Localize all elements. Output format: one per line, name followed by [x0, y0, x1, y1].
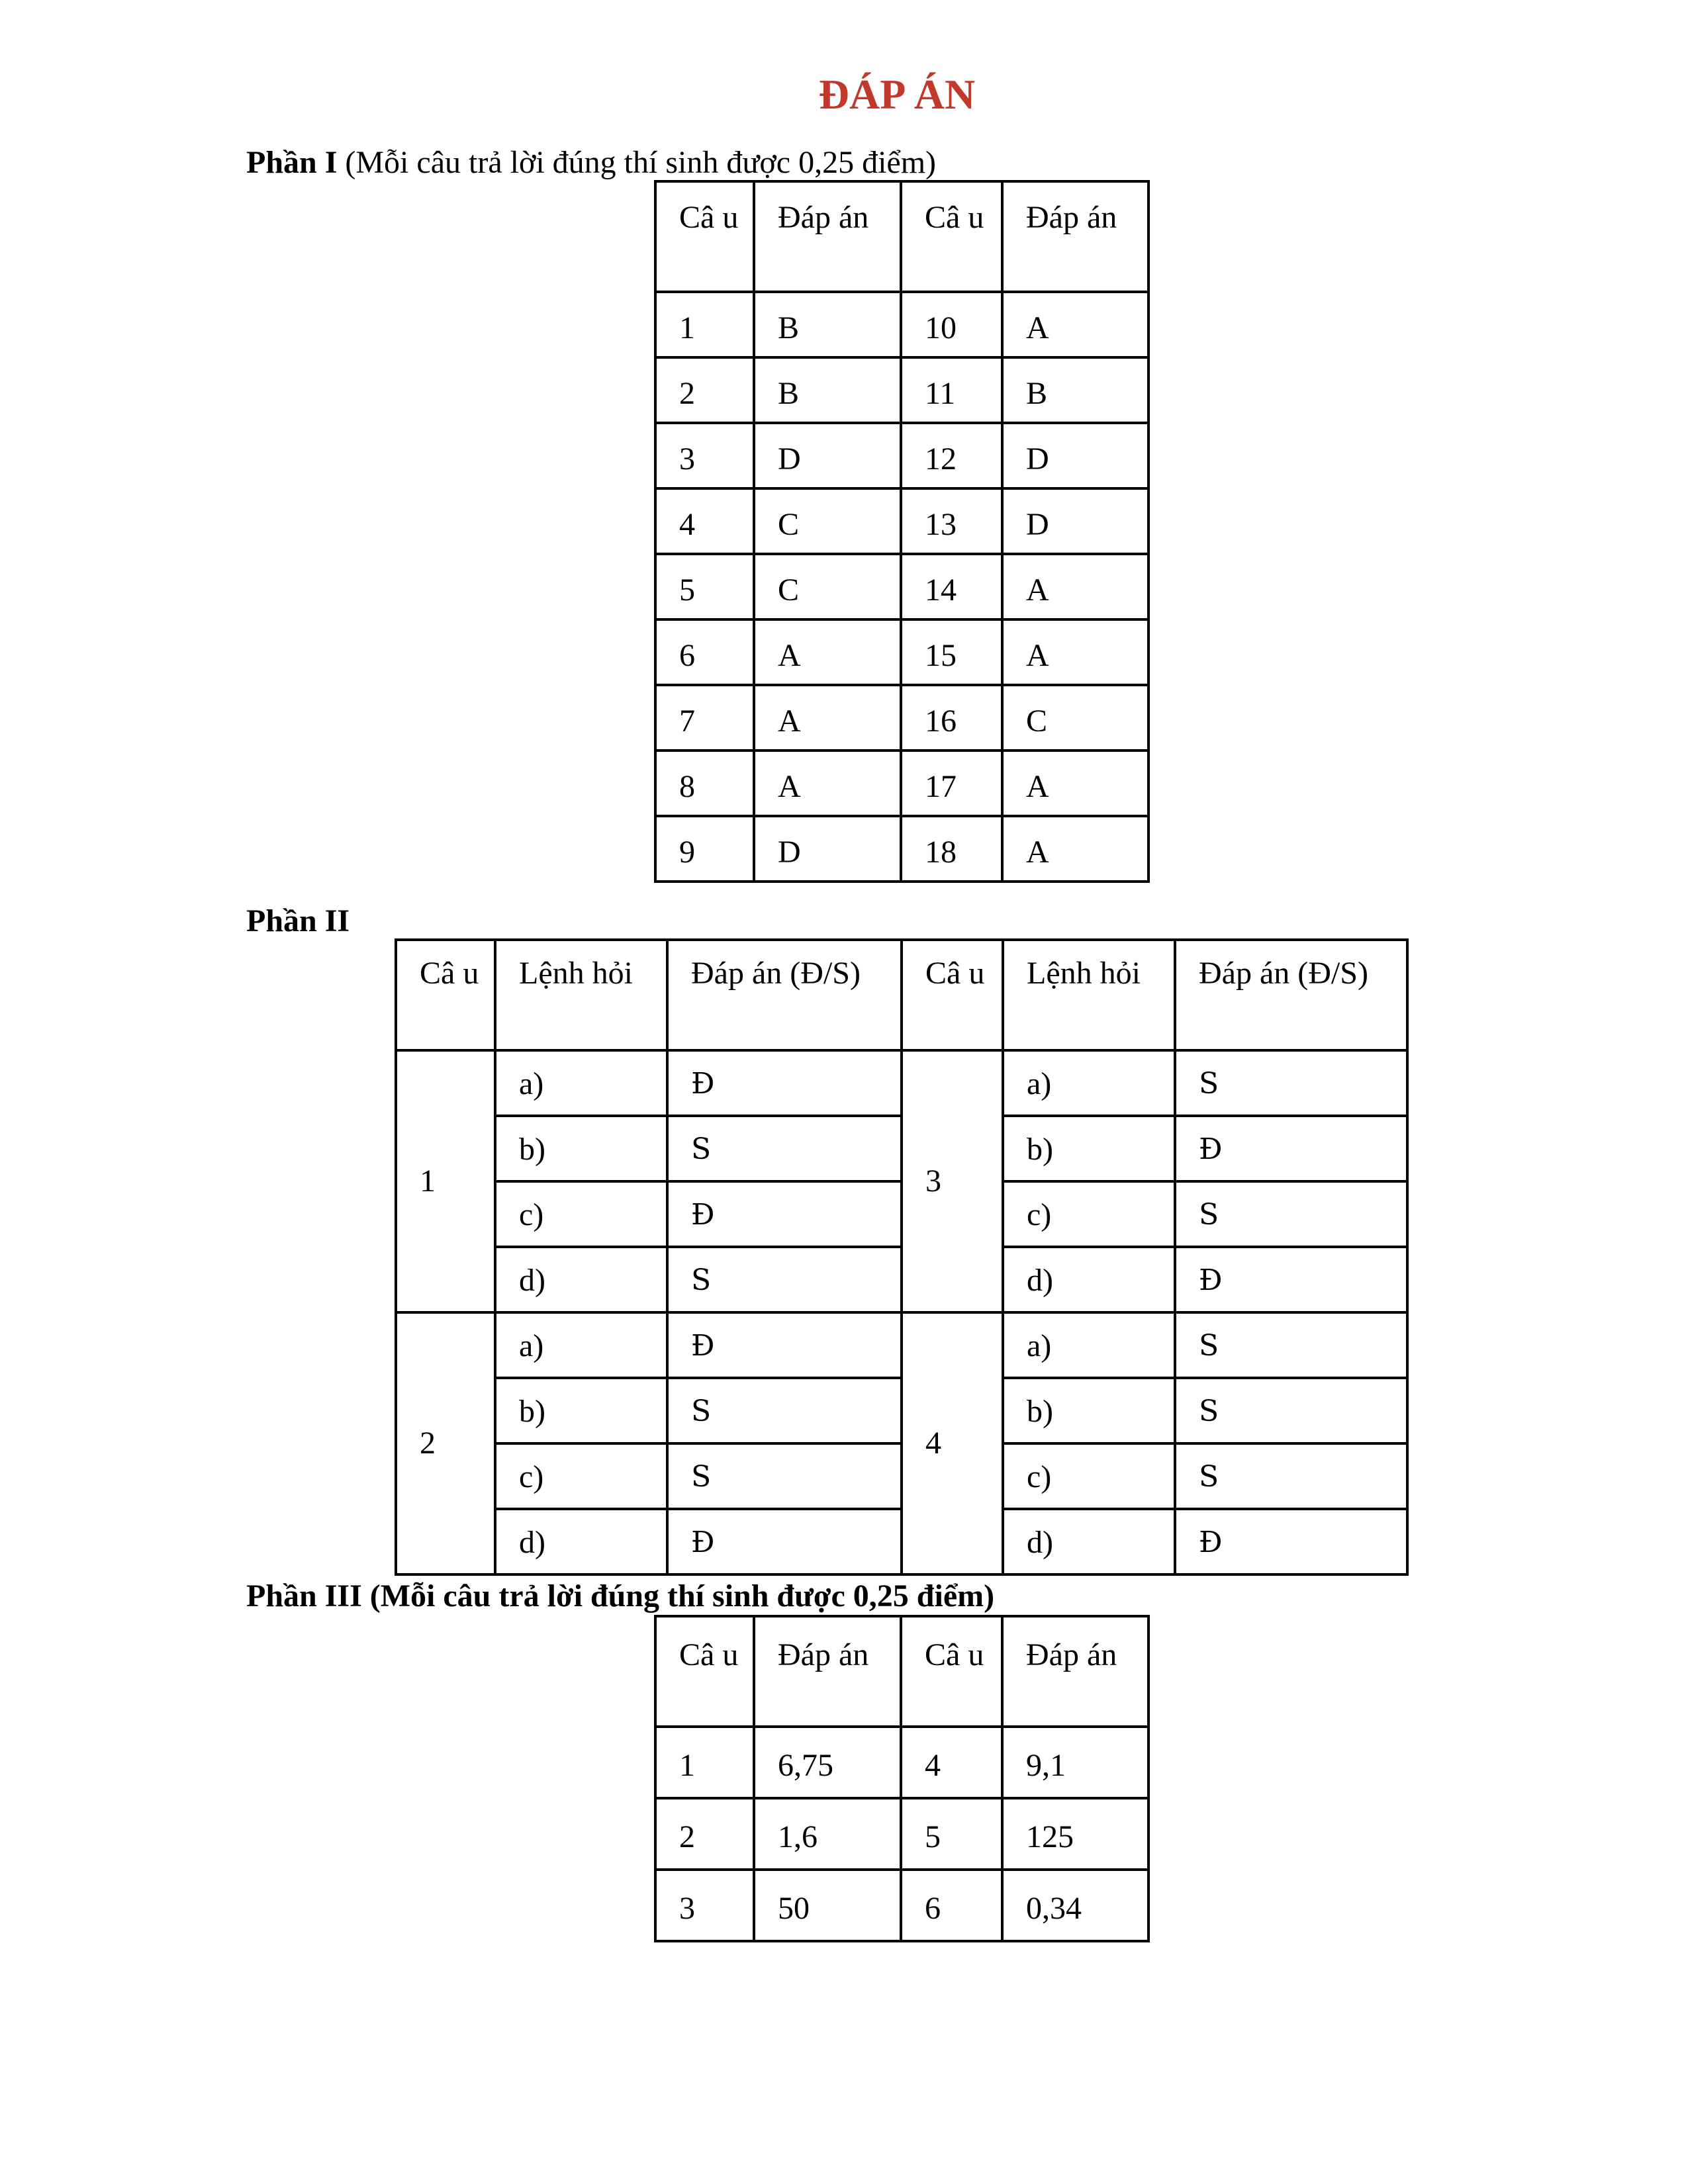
statement-label: c)	[1003, 1181, 1175, 1247]
question-number: 3	[902, 1050, 1003, 1312]
table-header-row	[655, 1616, 1149, 1727]
question-number: 11	[901, 357, 1002, 423]
question-number: 2	[655, 357, 754, 423]
table-row	[655, 357, 1149, 423]
table-row	[655, 685, 1149, 751]
statement-label: a)	[1003, 1050, 1175, 1116]
statement-label: d)	[495, 1509, 667, 1574]
statement-label: c)	[495, 1443, 667, 1509]
question-number: 8	[655, 751, 754, 816]
question-number: 1	[655, 292, 754, 357]
answer-cell: Đ	[667, 1181, 902, 1247]
answer-cell: S	[667, 1378, 902, 1443]
answer-cell: 6,75	[754, 1727, 901, 1798]
answer-cell: S	[1175, 1050, 1407, 1116]
column-header: Câ u	[902, 940, 1003, 1050]
question-number: 2	[396, 1312, 495, 1574]
question-number: 4	[655, 488, 754, 554]
question-number: 14	[901, 554, 1002, 619]
answer-cell: S	[667, 1443, 902, 1509]
table-row	[655, 751, 1149, 816]
column-header: Đáp án	[1002, 1616, 1149, 1727]
question-number: 3	[655, 423, 754, 488]
answer-cell: A	[1002, 292, 1149, 357]
answer-cell: A	[1002, 751, 1149, 816]
answer-cell: A	[754, 751, 901, 816]
question-number: 12	[901, 423, 1002, 488]
answer-cell: A	[754, 619, 901, 685]
answer-cell: 9,1	[1002, 1727, 1149, 1798]
part1-heading-bold: Phần I	[246, 145, 338, 180]
question-number: 16	[901, 685, 1002, 751]
question-number: 17	[901, 751, 1002, 816]
question-number: 7	[655, 685, 754, 751]
statement-label: a)	[1003, 1312, 1175, 1378]
statement-label: c)	[495, 1181, 667, 1247]
statement-label: a)	[495, 1050, 667, 1116]
column-header: Đáp án (Đ/S)	[667, 940, 902, 1050]
question-number: 1	[655, 1727, 754, 1798]
table-row	[655, 488, 1149, 554]
answer-cell: B	[754, 357, 901, 423]
question-number: 10	[901, 292, 1002, 357]
table-row	[655, 816, 1149, 882]
question-number: 13	[901, 488, 1002, 554]
part2-heading: Phần II	[246, 903, 350, 938]
statement-label: b)	[1003, 1378, 1175, 1443]
question-number: 1	[396, 1050, 495, 1312]
question-number: 5	[901, 1798, 1002, 1870]
question-number: 18	[901, 816, 1002, 882]
table-row	[655, 1727, 1149, 1798]
part2-table	[395, 938, 1409, 1576]
table-row	[655, 423, 1149, 488]
table-row	[396, 1050, 1407, 1116]
statement-label: b)	[495, 1378, 667, 1443]
column-header: Lệnh hỏi	[1003, 940, 1175, 1050]
answer-cell: S	[1175, 1181, 1407, 1247]
table-header-row	[655, 181, 1149, 292]
answer-cell: Đ	[1175, 1509, 1407, 1574]
answer-cell: 125	[1002, 1798, 1149, 1870]
answer-cell: A	[1002, 619, 1149, 685]
question-number: 4	[902, 1312, 1003, 1574]
answer-cell: S	[667, 1116, 902, 1181]
column-header: Câ u	[396, 940, 495, 1050]
part1-heading	[246, 144, 936, 181]
question-number: 5	[655, 554, 754, 619]
statement-label: c)	[1003, 1443, 1175, 1509]
column-header: Câ u	[655, 181, 754, 292]
statement-label: b)	[495, 1116, 667, 1181]
answer-cell: 1,6	[754, 1798, 901, 1870]
statement-label: d)	[1003, 1509, 1175, 1574]
part3-heading: Phần III (Mỗi câu trả lời đúng thí sinh được 0,25 điểm)	[246, 1578, 995, 1614]
table-row	[655, 292, 1149, 357]
table-row	[396, 1312, 1407, 1378]
column-header: Lệnh hỏi	[495, 940, 667, 1050]
answer-cell: Đ	[1175, 1247, 1407, 1312]
table-row	[655, 554, 1149, 619]
question-number: 9	[655, 816, 754, 882]
table-header-row	[396, 940, 1407, 1050]
part3-table	[654, 1615, 1150, 1942]
table-row	[655, 619, 1149, 685]
question-number: 3	[655, 1870, 754, 1941]
answer-cell: D	[754, 423, 901, 488]
column-header: Đáp án (Đ/S)	[1175, 940, 1407, 1050]
question-number: 6	[901, 1870, 1002, 1941]
table-row	[655, 1798, 1149, 1870]
statement-label: d)	[495, 1247, 667, 1312]
statement-label: d)	[1003, 1247, 1175, 1312]
statement-label: a)	[495, 1312, 667, 1378]
column-header: Đáp án	[1002, 181, 1149, 292]
answer-cell: D	[1002, 488, 1149, 554]
answer-cell: S	[1175, 1312, 1407, 1378]
column-header: Đáp án	[754, 181, 901, 292]
answer-cell: A	[1002, 816, 1149, 882]
answer-cell: 50	[754, 1870, 901, 1941]
column-header: Câ u	[901, 181, 1002, 292]
column-header: Đáp án	[754, 1616, 901, 1727]
answer-cell: S	[1175, 1378, 1407, 1443]
answer-cell: Đ	[1175, 1116, 1407, 1181]
question-number: 2	[655, 1798, 754, 1870]
table-row	[655, 1870, 1149, 1941]
statement-label: b)	[1003, 1116, 1175, 1181]
answer-cell: Đ	[667, 1509, 902, 1574]
answer-cell: D	[754, 816, 901, 882]
answer-cell: B	[754, 292, 901, 357]
answer-cell: B	[1002, 357, 1149, 423]
column-header: Câ u	[901, 1616, 1002, 1727]
answer-cell: Đ	[667, 1312, 902, 1378]
answer-cell: Đ	[667, 1050, 902, 1116]
question-number: 15	[901, 619, 1002, 685]
answer-cell: C	[754, 554, 901, 619]
answer-cell: 0,34	[1002, 1870, 1149, 1941]
column-header: Câ u	[655, 1616, 754, 1727]
answer-cell: D	[1002, 423, 1149, 488]
answer-cell: C	[754, 488, 901, 554]
question-number: 6	[655, 619, 754, 685]
answer-cell: A	[754, 685, 901, 751]
question-number: 4	[901, 1727, 1002, 1798]
answer-cell: A	[1002, 554, 1149, 619]
part1-heading-rest: (Mỗi câu trả lời đúng thí sinh được 0,25 điểm)	[337, 145, 937, 180]
answer-cell: C	[1002, 685, 1149, 751]
answer-cell: S	[1175, 1443, 1407, 1509]
answer-cell: S	[667, 1247, 902, 1312]
page-title: ĐÁP ÁN	[818, 71, 976, 118]
part1-table	[654, 180, 1150, 883]
